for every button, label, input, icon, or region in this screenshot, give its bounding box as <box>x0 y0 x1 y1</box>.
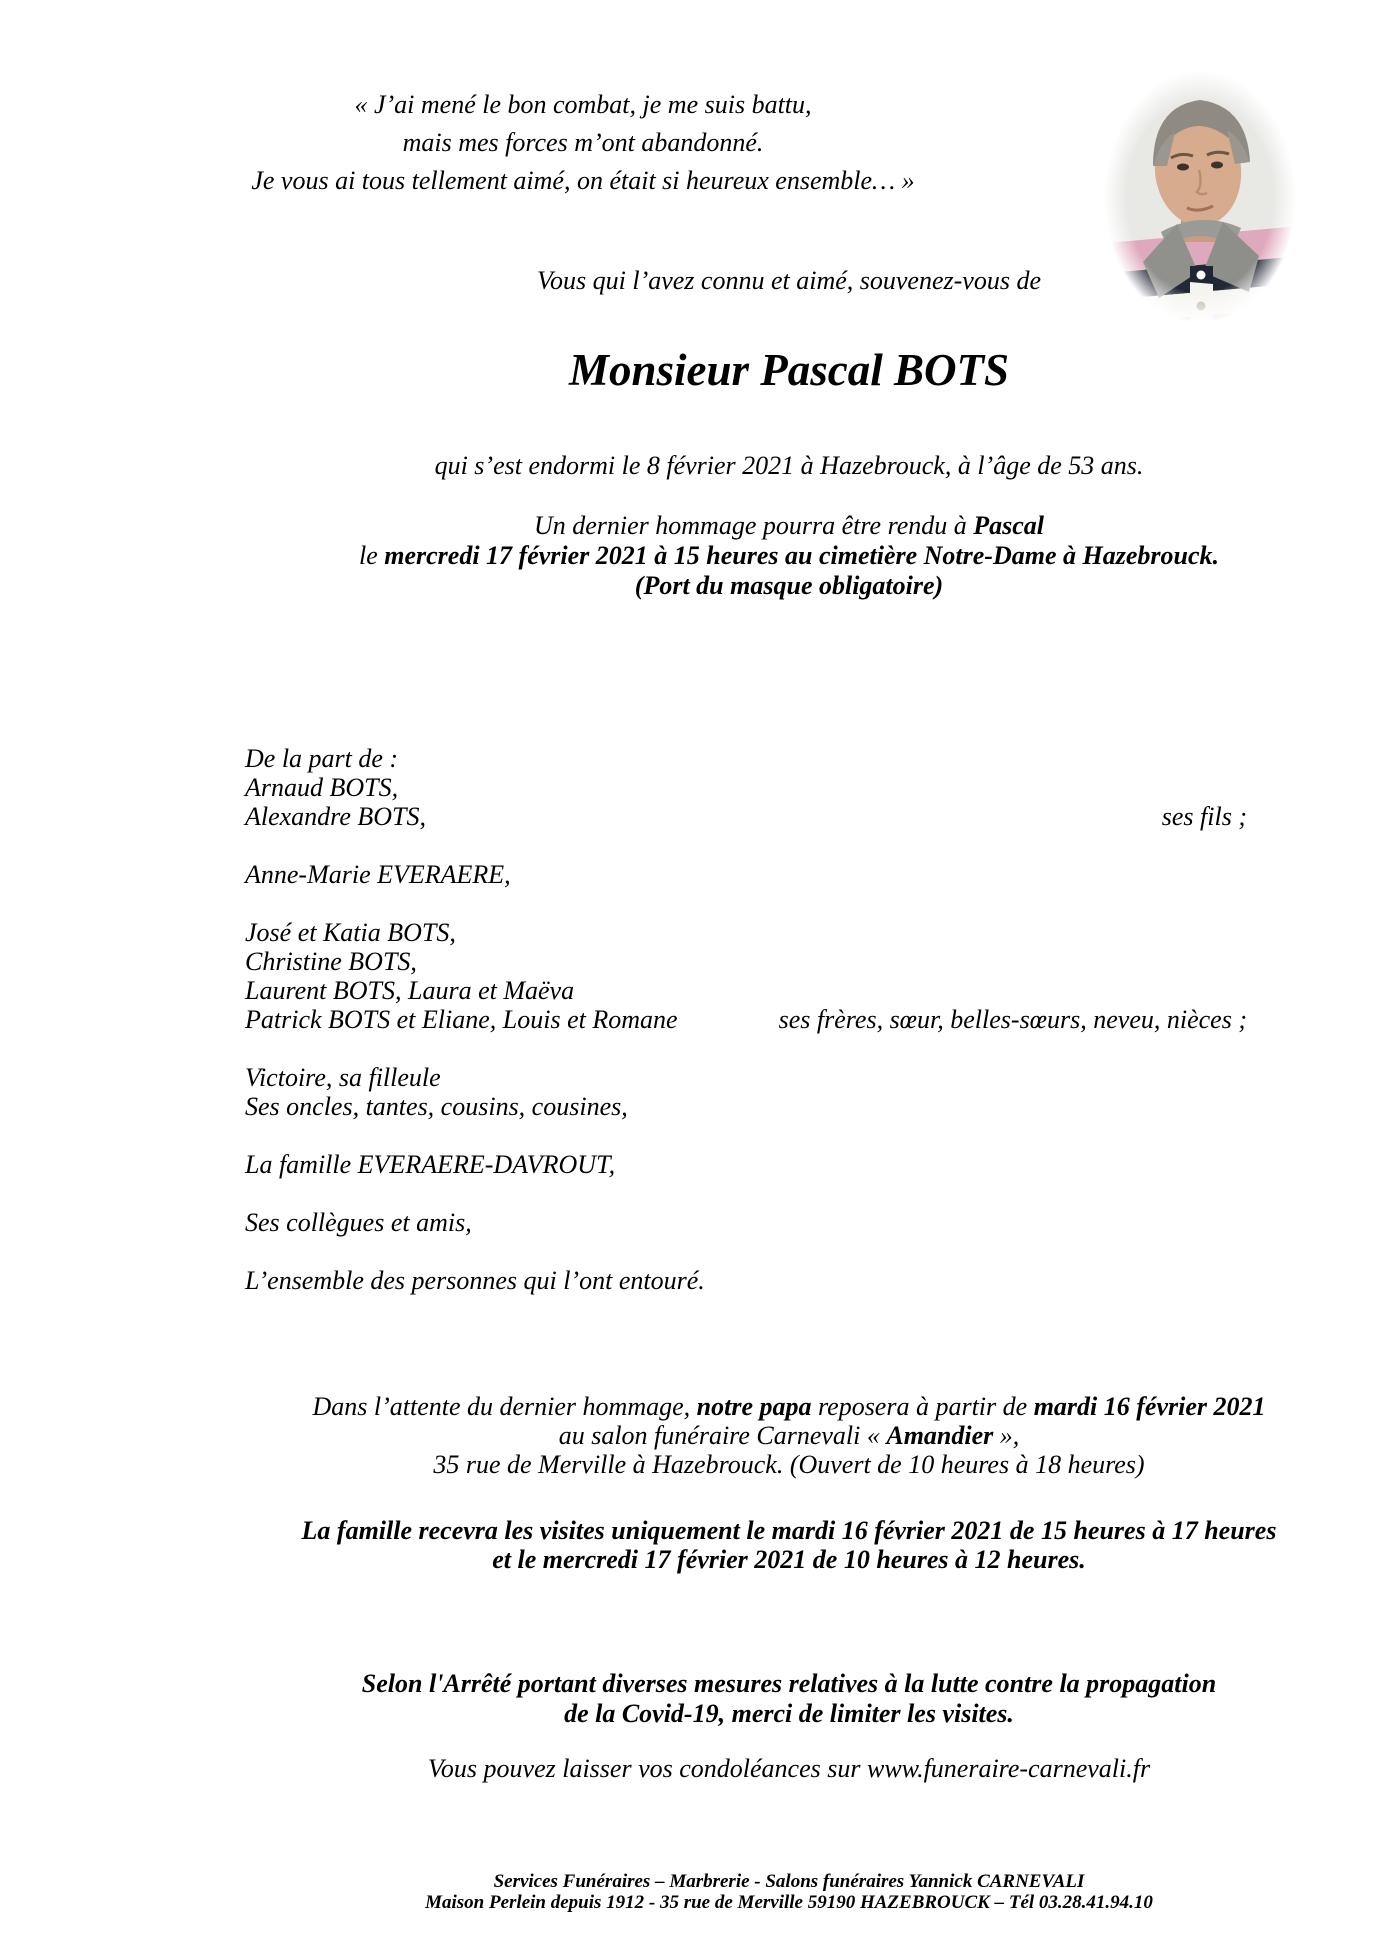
family-member: L’ensemble des personnes qui l’ont entouré. <box>245 1266 705 1295</box>
condolences-website-line: Vous pouvez laisser vos condoléances sur www.funeraire-carnevali.fr <box>427 1754 1151 1783</box>
tribute-line-1-text: Un dernier hommage pourra être rendu à <box>533 511 974 540</box>
spacer <box>245 1179 1255 1208</box>
visits-line-2: et le mercredi 17 février 2021 de 10 heures à 12 heures. <box>492 1545 1086 1574</box>
family-heading: De la part de : <box>245 744 399 773</box>
relation-label-siblings: ses frères, sœur, belles-sœurs, neveu, nièces ; <box>778 1005 1247 1034</box>
family-member-with-label <box>245 802 1255 831</box>
repose-line-1-mid: reposera à partir de <box>811 1392 1034 1421</box>
family-list <box>245 744 1255 1295</box>
spacer <box>245 831 1255 860</box>
tribute-line-2-details: mercredi 17 février 2021 à 15 heures au cimetière Notre-Dame à Hazebrouck. <box>384 541 1220 570</box>
tribute-block <box>200 511 1378 601</box>
death-details-line: qui s’est endormi le 8 février 2021 à Hazebrouck, à l’âge de 53 ans. <box>434 451 1144 480</box>
repose-block <box>200 1392 1378 1479</box>
family-member: Ses oncles, tantes, cousins, cousines, <box>245 1092 628 1121</box>
repose-line-2-suffix: », <box>993 1421 1020 1450</box>
mask-requirement-note: (Port du masque obligatoire) <box>634 571 944 600</box>
funeral-home-footer <box>200 1871 1378 1913</box>
tribute-line-1 <box>200 511 1378 541</box>
covid-notice-block <box>200 1669 1378 1729</box>
tribute-line-1-name: Pascal <box>973 511 1045 540</box>
family-member: Victoire, sa filleule <box>245 1063 441 1092</box>
quote-line-1: « J’ai mené le bon combat, je me suis battu, <box>354 90 812 119</box>
family-member: Christine BOTS, <box>245 947 417 976</box>
family-member: Alexandre BOTS, <box>245 802 426 831</box>
funeral-home-room-name: Amandier <box>886 1421 994 1450</box>
covid-line-2: de la Covid-19, merci de limiter les visites. <box>564 1699 1014 1728</box>
spacer <box>245 1121 1255 1150</box>
repose-line-3: 35 rue de Merville à Hazebrouck. (Ouvert de 10 heures à 18 heures) <box>433 1450 1145 1479</box>
visits-line-1: La famille recevra les visites uniquement le mardi 16 février 2021 de 15 heures à 17 heures <box>301 1516 1277 1545</box>
family-member: Ses collègues et amis, <box>245 1208 472 1237</box>
family-member: José et Katia BOTS, <box>245 918 456 947</box>
family-member: La famille EVERAERE-DAVROUT, <box>245 1150 616 1179</box>
tribute-line-2-text: le <box>358 541 385 570</box>
family-member: Arnaud BOTS, <box>245 773 399 802</box>
quote-line-3: Je vous ai tous tellement aimé, on était si heureux ensemble… » <box>251 166 915 195</box>
family-member: Anne-Marie EVERAERE, <box>245 860 511 889</box>
spacer <box>245 1237 1255 1266</box>
family-member: Patrick BOTS et Eliane, Louis et Romane <box>245 1005 678 1034</box>
repose-relation: notre papa <box>696 1392 812 1421</box>
repose-line-1-text: Dans l’attente du dernier hommage, <box>312 1392 697 1421</box>
family-member-with-label <box>245 1005 1255 1034</box>
covid-line-1: Selon l'Arrêté portant diverses mesures relatives à la lutte contre la propagation <box>361 1669 1217 1698</box>
opening-quote <box>100 86 1066 200</box>
visiting-hours-block <box>200 1516 1378 1574</box>
repose-line-1 <box>200 1392 1378 1421</box>
relation-label-sons: ses fils ; <box>1161 802 1247 831</box>
repose-date: mardi 16 février 2021 <box>1033 1392 1266 1421</box>
quote-line-2: mais mes forces m’ont abandonné. <box>402 128 764 157</box>
footer-line-1: Services Funéraires – Marbrerie - Salons funéraires Yannick CARNEVALI <box>493 1871 1085 1892</box>
family-member: Laurent BOTS, Laura et Maëva <box>245 976 575 1005</box>
tribute-line-3 <box>200 571 1378 601</box>
repose-line-2-text: au salon funéraire Carnevali « <box>558 1421 887 1450</box>
tribute-line-2 <box>200 541 1378 571</box>
repose-line-2 <box>200 1421 1378 1450</box>
spacer <box>245 889 1255 918</box>
intro-line: Vous qui l’avez connu et aimé, souvenez-vous de <box>537 266 1041 295</box>
deceased-name-title: Monsieur Pascal BOTS <box>568 345 1010 395</box>
spacer <box>245 1034 1255 1063</box>
footer-line-2: Maison Perlein depuis 1912 - 35 rue de Merville 59190 HAZEBROUCK – Tél 03.28.41.94.10 <box>425 1892 1153 1913</box>
